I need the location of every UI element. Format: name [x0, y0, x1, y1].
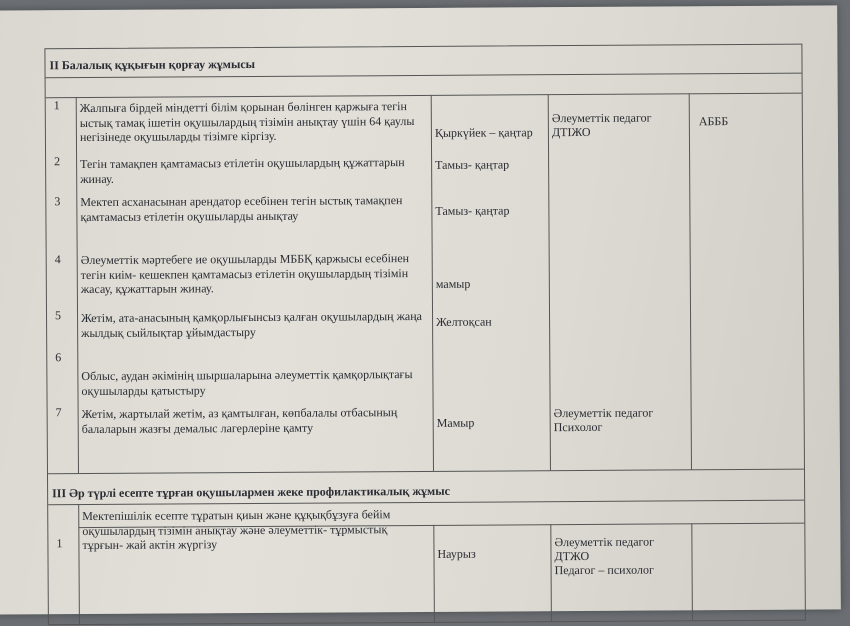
row-date: Тамыз- қаңтар	[435, 157, 510, 172]
row-number: 5	[54, 308, 62, 323]
row-number: 1	[53, 98, 60, 113]
row-date: Тамыз- қаңтар	[435, 203, 510, 218]
rule	[76, 97, 79, 473]
responsible-line: Әлеуметтік педагог	[551, 110, 652, 126]
row-number: 3	[54, 194, 61, 209]
row-text: Жетім, ата-анасының қамқорлығынсыз қалған оқушылардың жаңа жылдық сыйлықтар ұйымдастыру	[81, 308, 423, 340]
row-number: 7	[55, 405, 62, 420]
row-number: 4	[54, 252, 61, 267]
row-date: Желтоқсан	[436, 314, 492, 329]
paper-sheet	[0, 5, 841, 614]
row-number: 6	[55, 350, 62, 365]
row-number: 1	[56, 536, 63, 551]
section-title: ІІІ Әр түрлі есепте тұрған оқушылармен жеке профилактикалық жұмыс	[52, 483, 450, 501]
row-text: Жалпыға бірдей міндетті білім қорынан бөлінген қаржыға тегін ыстық тамақ ішетін оқушылардың тізімін анықтау үшін 64 қаулы негізінеде оқушыларды тізімге кіргізу.	[79, 99, 415, 145]
row-text: Облыс, аудан әкімінің шыршаларына әлеуметтік қамқорлықтағы оқушыларды қатыстыру	[81, 367, 413, 398]
row-text: Жетім, жартылай жетім, аз қамтылған, көпбалалы отбасының балаларын жазғы демалыс лагерлеріне қамту	[81, 405, 398, 436]
rule	[689, 93, 692, 469]
responsible-line: Әлеуметтік педагог	[554, 534, 655, 550]
row-text: Әлеуметтік мәртебеге ие оқушыларды МББҚ қаржысы есебінен тегін киім- кешекпен қамтамасыз етілетін оқушылардың тізімін жасау, құжаттарын жинау.	[80, 251, 410, 297]
row-text: Мектепішілік есепте тұратын қиын және құқықбұзуға бейім оқушылардың тізімін анықтау және әлеуметтік- тұрмыстық тұрғын- жай актін жүргізу	[82, 507, 391, 553]
row-date: Қыркүйек – қаңтар	[434, 125, 533, 140]
responsible-line: ДТІЖО	[551, 124, 591, 140]
rule	[691, 523, 693, 620]
row-date: Мамыр	[436, 415, 475, 430]
rule	[550, 524, 552, 621]
responsible-line: Әлеуметтік педагог	[553, 405, 654, 421]
row-text: Мектеп асханасынан арендатор есебінен тегін ыстық тамақпен қамтамасыз етілетін оқушыларды анықтау	[80, 193, 403, 224]
rule	[433, 525, 435, 622]
plan-table	[44, 44, 806, 626]
row-number: 2	[54, 154, 61, 169]
rule	[48, 469, 804, 475]
rule	[48, 500, 804, 506]
responsible-line: ДТЖО	[554, 548, 590, 564]
row-date: мамыр	[435, 276, 471, 291]
row-date: Наурыз	[437, 546, 476, 561]
rule	[78, 504, 80, 624]
responsible-line: Психолог	[553, 419, 603, 435]
row-text: Тегін тамақпен қамтамасыз етілетін оқушылардың құжаттарын жинау.	[80, 155, 405, 186]
section-title: ІІ Балалық құқығын қорғау жұмысы	[49, 56, 256, 73]
rule	[548, 94, 551, 470]
report-form: АБББ	[698, 114, 729, 129]
responsible-line: Педагог – психолог	[554, 562, 654, 578]
rule	[46, 73, 802, 79]
